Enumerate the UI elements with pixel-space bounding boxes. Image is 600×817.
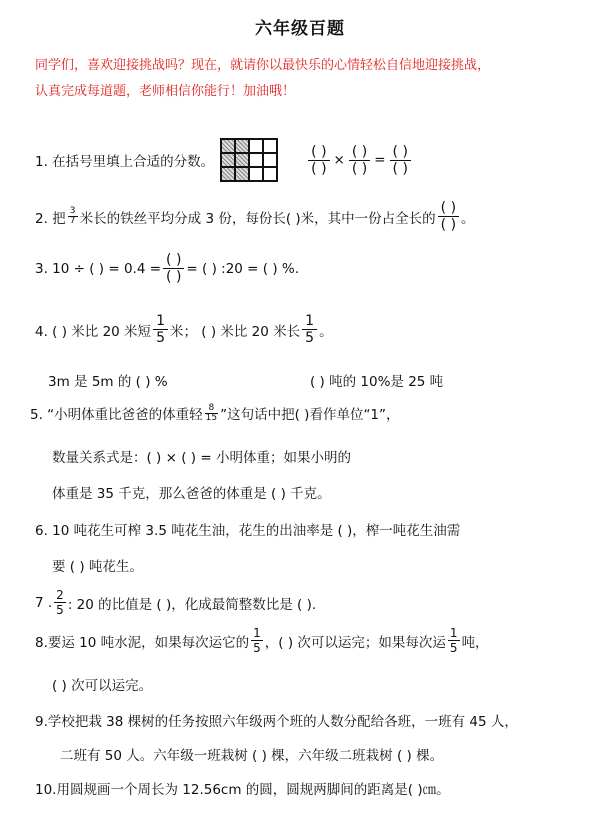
page-title: 六年级百题 bbox=[255, 19, 345, 39]
question-3-text: 3. 10 ÷ ( ) = 0.4 = bbox=[35, 260, 162, 277]
answer-fraction-2[interactable]: $\frac{( )}{( )}$ bbox=[349, 144, 370, 177]
fraction-1-5: $\frac{1}{5}$ bbox=[302, 313, 317, 346]
fraction-2-5: $\frac{2}{5}$ bbox=[56, 588, 64, 617]
question-5-line-2: 数量关系式是：( ) × ( ) = 小明体重；如果小明的 bbox=[52, 450, 351, 466]
fraction-1-5: $\frac{1}{5}$ bbox=[449, 626, 458, 655]
fraction-8-15: $\frac{8}{15}$ bbox=[205, 402, 218, 423]
fraction-grid-figure bbox=[220, 138, 278, 182]
question-8-text-c: 吨， bbox=[461, 634, 489, 651]
question-2-text-a: 2. 把 bbox=[35, 210, 66, 227]
fraction-3-7: $\frac{3}{7}$ bbox=[68, 207, 78, 226]
fraction-1-5: $\frac{1}{5}$ bbox=[153, 313, 168, 346]
question-6-line-1: 6. 10 吨花生可榨 3.5 吨花生油，花生的出油率是 ( )，榨一吨花生油需 bbox=[35, 523, 461, 539]
question-5-line-3: 体重是 35 千克，那么爸爸的体重是 ( ) 千克。 bbox=[52, 486, 331, 502]
question-4-part-b: 3m 是 5m 的 ( ) % bbox=[48, 374, 168, 390]
question-1-text: 1. 在括号里填上合适的分数。 bbox=[35, 154, 215, 170]
question-5-text-a: 5. “小明体重比爸爸的体重轻 bbox=[30, 407, 203, 423]
question-3-text-2: = ( ) :20 = ( ) %. bbox=[186, 260, 299, 277]
question-4-text-a: 4. ( ) 米比 20 米短 bbox=[35, 323, 152, 340]
question-8-text-a: 8.要运 10 吨水泥，如果每次运它的 bbox=[35, 634, 250, 651]
answer-fraction[interactable]: $\frac{( )}{( )}$ bbox=[163, 252, 184, 285]
question-8-text-b: ，( ) 次可以运完；如果每次运 bbox=[264, 634, 446, 651]
answer-fraction[interactable]: $\frac{( )}{( )}$ bbox=[438, 200, 459, 233]
times-sign: × bbox=[333, 152, 345, 168]
fraction-1-5: $\frac{1}{5}$ bbox=[253, 626, 261, 655]
question-1 bbox=[35, 138, 413, 182]
question-2-text-b: 米长的铁丝平均分成 3 份，每份长( )米，其中一份占全长的 bbox=[79, 210, 436, 227]
intro-line-2: 认真完成每道题，老师相信你能行！加油哦！ bbox=[35, 84, 296, 99]
question-4-end: 。 bbox=[319, 323, 333, 340]
answer-fraction-1[interactable]: $\frac{( )}{( )}$ bbox=[308, 144, 329, 177]
question-9-line-2: 二班有 50 人。六年级一班栽树 ( ) 棵，六年级二班栽树 ( ) 棵。 bbox=[60, 748, 444, 764]
answer-fraction-3[interactable]: $\frac{( )}{( )}$ bbox=[390, 144, 411, 177]
question-4-part-c: ( ) 吨的 10%是 25 吨 bbox=[310, 374, 444, 390]
question-4 bbox=[35, 313, 333, 346]
question-9-line-1: 9.学校把栽 38 棵树的任务按照六年级两个班的人数分配给各班，一班有 45 人， bbox=[35, 714, 518, 730]
question-7-text-a: 7 . bbox=[35, 594, 53, 611]
question-6-line-2: 要 ( ) 吨花生。 bbox=[52, 559, 143, 575]
question-8-line-2: ( ) 次可以运完。 bbox=[52, 678, 153, 694]
question-4-text-b: 米； ( ) 米比 20 米长 bbox=[169, 323, 301, 340]
question-7 bbox=[35, 588, 316, 617]
question-3 bbox=[35, 252, 299, 285]
question-2-end: 。 bbox=[461, 210, 475, 227]
equals-sign: = bbox=[374, 152, 386, 168]
question-8 bbox=[35, 626, 489, 655]
intro-line-1: 同学们，喜欢迎接挑战吗？现在，就请你以最快乐的心情轻松自信地迎接挑战， bbox=[35, 58, 491, 73]
question-5-text-b: ”这句话中把( )看作单位“1”， bbox=[220, 407, 400, 423]
question-2 bbox=[35, 200, 475, 233]
question-5 bbox=[30, 403, 400, 423]
question-7-text-b: : 20 的比值是 ( )，化成最简整数比是 ( ). bbox=[67, 596, 317, 613]
question-10: 10.用圆规画一个周长为 12.56cm 的圆，圆规两脚间的距离是( )㎝。 bbox=[35, 782, 450, 798]
